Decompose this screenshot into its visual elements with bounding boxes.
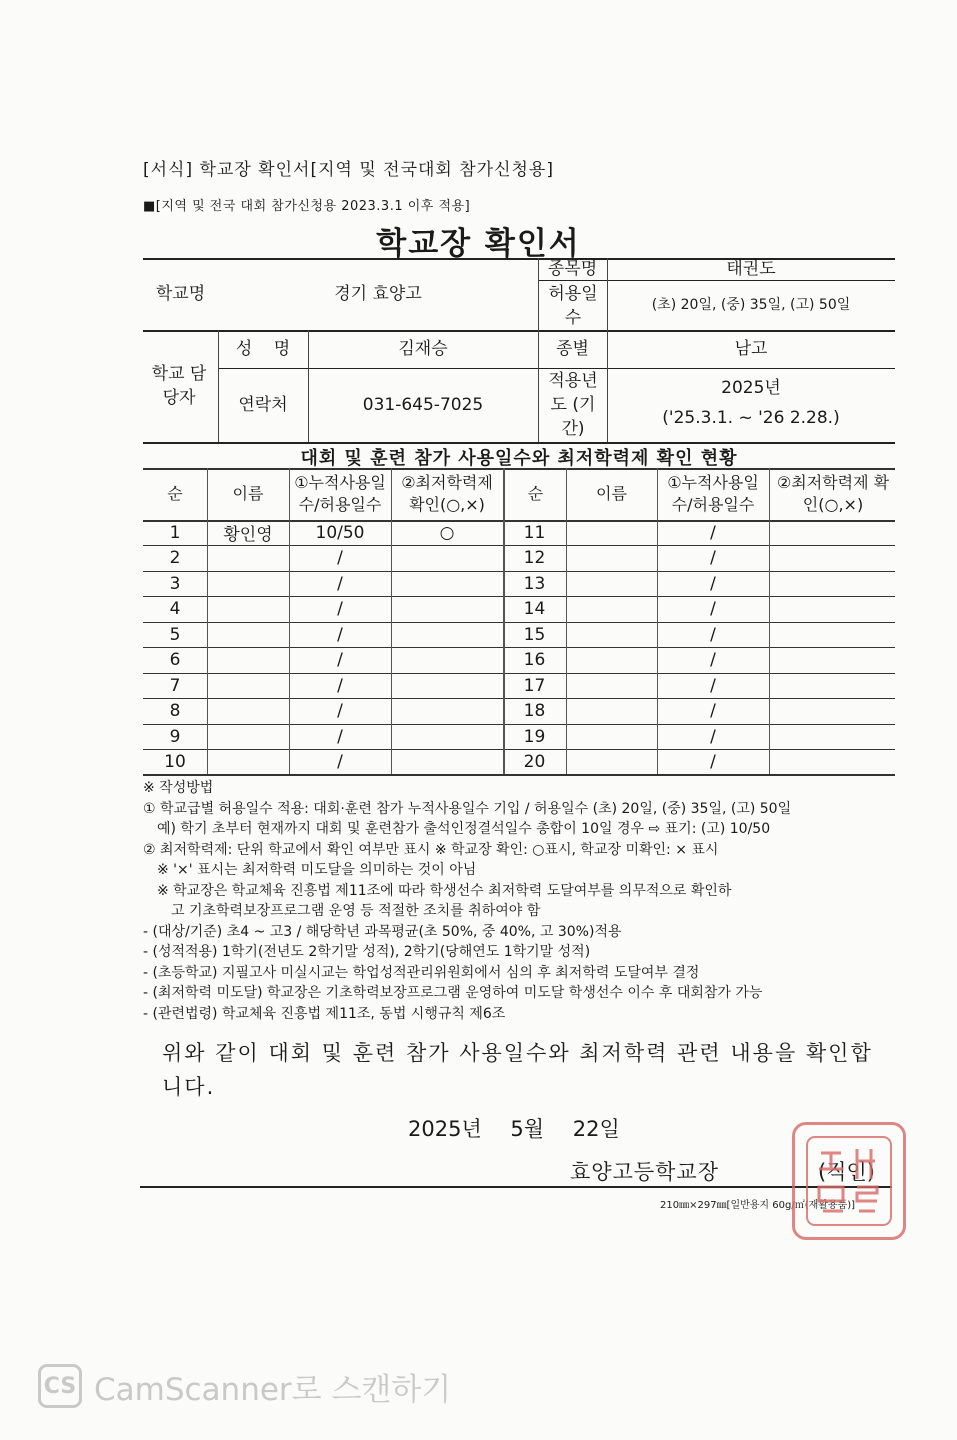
instruction-line: ※ '×' 표시는 최저학력 미도달을 의미하는 것이 아님 bbox=[143, 862, 477, 878]
instruction-line: ① 학교급별 허용일수 적용: 대회·훈련 참가 누적사용일수 기입 / 허용일수 (초) 20일, (중) 35일, (고) 50일 bbox=[143, 800, 792, 817]
row-days2: / bbox=[710, 573, 716, 594]
row-no: 1 bbox=[169, 522, 181, 543]
camscanner-logo-icon: CS bbox=[38, 1364, 82, 1408]
row-days2: / bbox=[710, 598, 716, 619]
row-check2 bbox=[769, 571, 895, 596]
row-name2 bbox=[566, 724, 657, 749]
row-check bbox=[391, 749, 503, 774]
row-days: / bbox=[337, 573, 343, 594]
sport-value: 태권도 bbox=[726, 259, 776, 279]
row-no2: 15 bbox=[523, 624, 546, 645]
signature-line bbox=[140, 1186, 892, 1188]
name-label: 성 명 bbox=[235, 339, 291, 359]
row-check: ○ bbox=[439, 522, 455, 543]
contact-group-label: 학교 담당자 bbox=[151, 364, 207, 408]
applies-note: ■[지역 및 전국 대회 참가신청용 2023.3.1 이후 적용] bbox=[143, 199, 471, 214]
row-no2: 11 bbox=[523, 522, 546, 543]
row-check2 bbox=[769, 596, 895, 621]
row-name bbox=[207, 622, 289, 647]
col-check2-header: ②최저학력제 확인(○,×) bbox=[776, 473, 890, 514]
row-days: / bbox=[337, 598, 343, 619]
row-no: 7 bbox=[169, 675, 181, 696]
confirmation-statement: 위와 같이 대회 및 훈련 참가 사용일수와 최저학력 관련 내용을 확인합니다. bbox=[162, 1041, 873, 1099]
col-check-header: ②최저학력제 확인(○,×) bbox=[401, 473, 493, 514]
sport-label: 종목명 bbox=[547, 259, 598, 279]
participation-table bbox=[143, 468, 895, 774]
year-label: 적용년도 (기간) bbox=[548, 371, 598, 439]
row-name bbox=[207, 698, 289, 723]
row-name2 bbox=[566, 749, 657, 774]
row-no: 8 bbox=[169, 700, 181, 721]
row-check bbox=[391, 596, 503, 621]
row-days: / bbox=[337, 649, 343, 670]
row-name2 bbox=[566, 545, 657, 570]
row-no: 10 bbox=[164, 751, 186, 772]
instruction-line: ※ 작성방법 bbox=[143, 780, 214, 796]
instruction-line: 예) 학기 초부터 현재까지 대회 및 훈련참가 출석인정결석일수 총합이 10일 경우 ⇨ 표기: (고) 10/50 bbox=[143, 821, 771, 837]
principal-name: 효양고등학교장 bbox=[570, 1160, 720, 1184]
row-name2 bbox=[566, 520, 657, 545]
row-name2 bbox=[566, 698, 657, 723]
camscanner-watermark: CamScanner로 스캔하기 bbox=[94, 1372, 452, 1408]
instruction-line: - (성적적용) 1학기(전년도 2학기말 성적), 2학기(당해연도 1학기말 성적) bbox=[143, 944, 591, 960]
row-check2 bbox=[769, 698, 895, 723]
row-name bbox=[207, 724, 289, 749]
row-name bbox=[207, 749, 289, 774]
row-check2 bbox=[769, 520, 895, 545]
school-label: 학교명 bbox=[155, 284, 206, 304]
row-no2: 17 bbox=[523, 675, 546, 696]
instruction-line: ※ 학교장은 학교체육 진흥법 제11조에 따라 학생선수 최저학력 도달여부를 의무적으로 확인하 bbox=[143, 882, 732, 899]
instruction-line: - (관련법령) 학교체육 진흥법 제11조, 동법 시행규칙 제6조 bbox=[143, 1005, 506, 1022]
row-no: 9 bbox=[169, 726, 181, 747]
year-period: ('25.3.1. ~ '26 2.28.) bbox=[662, 408, 840, 428]
row-check2 bbox=[769, 749, 895, 774]
row-name bbox=[207, 545, 289, 570]
row-no: 4 bbox=[169, 598, 181, 619]
col-no-header: 순 bbox=[167, 484, 183, 503]
row-check bbox=[391, 698, 503, 723]
category-value: 남고 bbox=[734, 339, 768, 359]
row-name2 bbox=[566, 673, 657, 698]
row-check2 bbox=[769, 673, 895, 698]
row-days2: / bbox=[710, 547, 716, 568]
row-name bbox=[207, 673, 289, 698]
row-no: 5 bbox=[169, 624, 181, 645]
row-name2 bbox=[566, 622, 657, 647]
row-no2: 19 bbox=[523, 726, 546, 747]
row-days: / bbox=[337, 726, 343, 747]
row-days: / bbox=[337, 547, 343, 568]
status-title: 대회 및 훈련 참가 사용일수와 최저학력제 확인 현황 bbox=[300, 448, 738, 469]
school-value: 경기 효양고 bbox=[334, 284, 422, 304]
row-days2: / bbox=[710, 751, 716, 772]
row-check2 bbox=[769, 647, 895, 672]
row-days: / bbox=[337, 675, 343, 696]
category-label: 종별 bbox=[556, 339, 589, 359]
row-check2 bbox=[769, 545, 895, 570]
row-no2: 18 bbox=[523, 700, 546, 721]
row-days2: / bbox=[710, 700, 716, 721]
instruction-line: - (최저학력 미도달) 학교장은 기초학력보장프로그램 운영하여 미도달 학생선수 이수 후 대회참가 가능 bbox=[143, 985, 763, 1001]
row-no: 2 bbox=[169, 547, 181, 568]
row-check bbox=[391, 724, 503, 749]
row-name bbox=[207, 596, 289, 621]
year-value: 2025년 bbox=[721, 378, 781, 398]
row-no2: 13 bbox=[523, 573, 546, 594]
row-no: 6 bbox=[169, 649, 181, 670]
col-days2-header: ①누적사용일수/허용일수 bbox=[667, 473, 759, 514]
info-table bbox=[143, 258, 895, 442]
row-check bbox=[391, 545, 503, 570]
row-days2: / bbox=[710, 649, 716, 670]
row-name2 bbox=[566, 571, 657, 596]
paper-spec: 210㎜×297㎜[일반용지 60g/㎡(재활용품)] bbox=[660, 1200, 856, 1211]
seal-label: (직인) bbox=[818, 1160, 875, 1184]
instruction-line: - (대상/기준) 초4 ~ 고3 / 해당학년 과목평균(초 50%, 중 40%, 고 30%)적용 bbox=[143, 923, 622, 940]
row-days2: / bbox=[710, 522, 716, 543]
col-days-header: ①누적사용일수/허용일수 bbox=[294, 473, 386, 514]
row-name bbox=[207, 647, 289, 672]
allowed-days-value: (초) 20일, (중) 35일, (고) 50일 bbox=[651, 297, 851, 313]
row-name2 bbox=[566, 596, 657, 621]
instructions bbox=[143, 778, 903, 1024]
row-days2: / bbox=[710, 624, 716, 645]
instruction-line: 고 기초학력보장프로그램 운영 등 적절한 조치를 취하여야 함 bbox=[143, 903, 541, 919]
name-value: 김재승 bbox=[398, 339, 448, 359]
row-no2: 20 bbox=[523, 751, 546, 772]
row-no: 3 bbox=[169, 573, 181, 594]
row-name2 bbox=[566, 647, 657, 672]
row-days: / bbox=[337, 700, 343, 721]
row-name: 황인영 bbox=[223, 525, 273, 545]
row-no2: 14 bbox=[523, 598, 546, 619]
phone-label: 연락처 bbox=[238, 395, 288, 415]
row-days2: / bbox=[710, 726, 716, 747]
col-name2-header: 이름 bbox=[596, 484, 627, 503]
instruction-line: - (초등학교) 지필고사 미실시교는 학업성적관리위원회에서 심의 후 최저학력 도달여부 결정 bbox=[143, 964, 700, 981]
row-no2: 16 bbox=[523, 649, 546, 670]
row-no2: 12 bbox=[523, 547, 546, 568]
row-check2 bbox=[769, 724, 895, 749]
row-days: / bbox=[337, 624, 343, 645]
official-seal-stamp bbox=[792, 1122, 906, 1240]
seal-glyph-icon bbox=[801, 1131, 897, 1231]
allowed-days-label: 허용일수 bbox=[548, 284, 598, 328]
row-days: / bbox=[337, 751, 343, 772]
document-title: 학교장 확인서 bbox=[376, 226, 581, 262]
form-label: [서식] 학교장 확인서[지역 및 전국대회 참가신청용] bbox=[143, 160, 554, 180]
row-check2 bbox=[769, 622, 895, 647]
row-name bbox=[207, 571, 289, 596]
row-check bbox=[391, 571, 503, 596]
instruction-line: ② 최저학력제: 단위 학교에서 확인 여부만 표시 ※ 학교장 확인: ○표시, 학교장 미확인: × 표시 bbox=[143, 841, 719, 858]
row-check bbox=[391, 647, 503, 672]
row-days2: / bbox=[710, 675, 716, 696]
issue-date: 2025년 5월 22일 bbox=[408, 1117, 620, 1141]
phone-value: 031-645-7025 bbox=[362, 395, 484, 415]
row-check bbox=[391, 673, 503, 698]
row-check bbox=[391, 622, 503, 647]
row-days: 10/50 bbox=[315, 522, 365, 543]
col-no2-header: 순 bbox=[527, 484, 544, 503]
col-name-header: 이름 bbox=[232, 484, 264, 503]
